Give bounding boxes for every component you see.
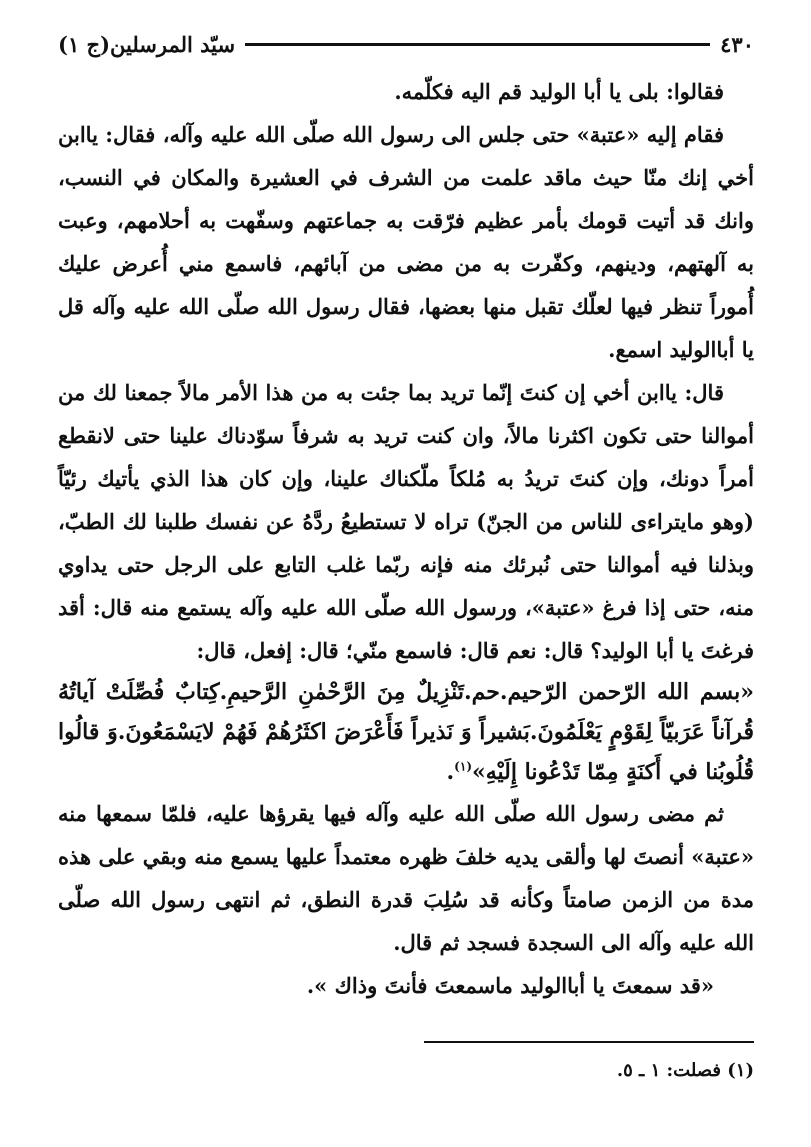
quran-quote: «بسم الله الرّحمن الرّحيم.حم.تَنْزِيلٌ مِنَ الرَّحْمٰنِ الرَّحيمِ.كِتابٌ فُصِّلَتْ آياتُهُ قُرآناً عَرَبيّاً لِقَوْمٍ يَعْلَمُونَ.بَشيراً وَ نَذيراً فَأَعْرَضَ اكثَرُهُمْ فَهُمْ لايَسْمَعُونَ.وَ قالُوا قُلُوبُنا في أَكنَةٍ مِمّا تَدْعُونا إِلَيْهِ»$^{(١)}$. (58, 679, 754, 785)
paragraph-1: فقالوا: بلى يا أبا الوليد قم اليه فكلّمه. (394, 79, 724, 104)
page-number: ٤٣٠ (720, 31, 754, 57)
paragraph-4: ثم مضى رسول الله صلّى الله عليه وآله فيها يقرؤها عليه، فلمّا سمعها منه «عتبة» أنصتَ لها وألقى يديه خلفَ ظهره معتمداً عليها يسمع منه وبقي على هذه مدة من الزمن صامتاً وكأنه قد سُلِبَ قدرة النطق، ثم انتهى رسول الله صلّى الله عليه وآله الى السجدة فسجد ثم قال. (58, 801, 754, 955)
footnote-ref[interactable]: (١) (454, 759, 472, 774)
page-header (58, 24, 754, 64)
footnote-rule (424, 1041, 754, 1043)
running-title: سيّد المرسلين(ج ١) (58, 31, 236, 57)
paragraph-3: قال: ياابن أخي إن كنتَ إنّما تريد بما جئت به من هذا الأمر مالاً جمعنا لك من أموالنا حتى تكون اكثرنا مالاً، وان كنت تريد به شرفاً سوّدناك علينا حتى لانقطع أمراً دونك، وإن كنتَ تريدُ به مُلكاً ملّكناك علينا، وإن كان هذا الذي يأتيك رئيّاً (وهو مايتراءى للناس من الجنّ) تراه لا تستطيعُ ردَّهُ عن نفسك طلبنا لك الطبّ، وبذلنا فيه أموالنا حتى نُبرئك منه فإنه ربّما غلب التابع على الرجل حتى يداوي منه، حتى إذا فرغ «عتبة»، ورسول الله صلّى الله عليه وآله يستمع منه قال: أقد فرغتَ يا أبا الوليد؟ قال: نعم قال: فاسمع منّي؛ قال: إفعل، قال: (58, 380, 754, 663)
page-body (58, 70, 754, 1007)
footnote: (١) فصلت: ١ ـ ٥. (616, 1060, 754, 1081)
header-rule (245, 43, 710, 46)
quran-text: «بسم الله الرّحمن الرّحيم.حم.تَنْزِيلٌ مِنَ الرَّحْمٰنِ الرَّحيمِ.كِتابٌ فُصِّلَتْ آياتُهُ قُرآناً عَرَبيّاً لِقَوْمٍ يَعْلَمُونَ.بَشيراً وَ نَذيراً فَأَعْرَضَ اكثَرُهُمْ فَهُمْ لايَسْمَعُونَ.وَ قالُوا قُلُوبُنا في أَكنَةٍ مِمّا تَدْعُونا إِلَيْهِ» (58, 679, 754, 785)
paragraph-2: فقام إليه «عتبة» حتى جلس الى رسول الله صلّى الله عليه وآله، فقال: ياابن أخي إنك منّا حيث ماقد علمت من الشرف في العشيرة والمكان في النسب، وانك قد أتيت قومك بأمر عظيم فرّقت به جماعتهم وسفّهت به أحلامهم، وعبت به آلهتهم، ودينهم، وكفّرت به من مضى من آبائهم، فاسمع مني أُعرض عليك أُموراً تنظر فيها لعلّك تقبل منها بعضها، فقال رسول الله صلّى الله عليه وآله قل يا أباالوليد اسمع. (58, 122, 754, 362)
book-page (58, 24, 754, 1124)
paragraph-5: «قد سمعتَ يا أباالوليد ماسمعتَ فأنتَ وذاك ». (306, 973, 714, 998)
